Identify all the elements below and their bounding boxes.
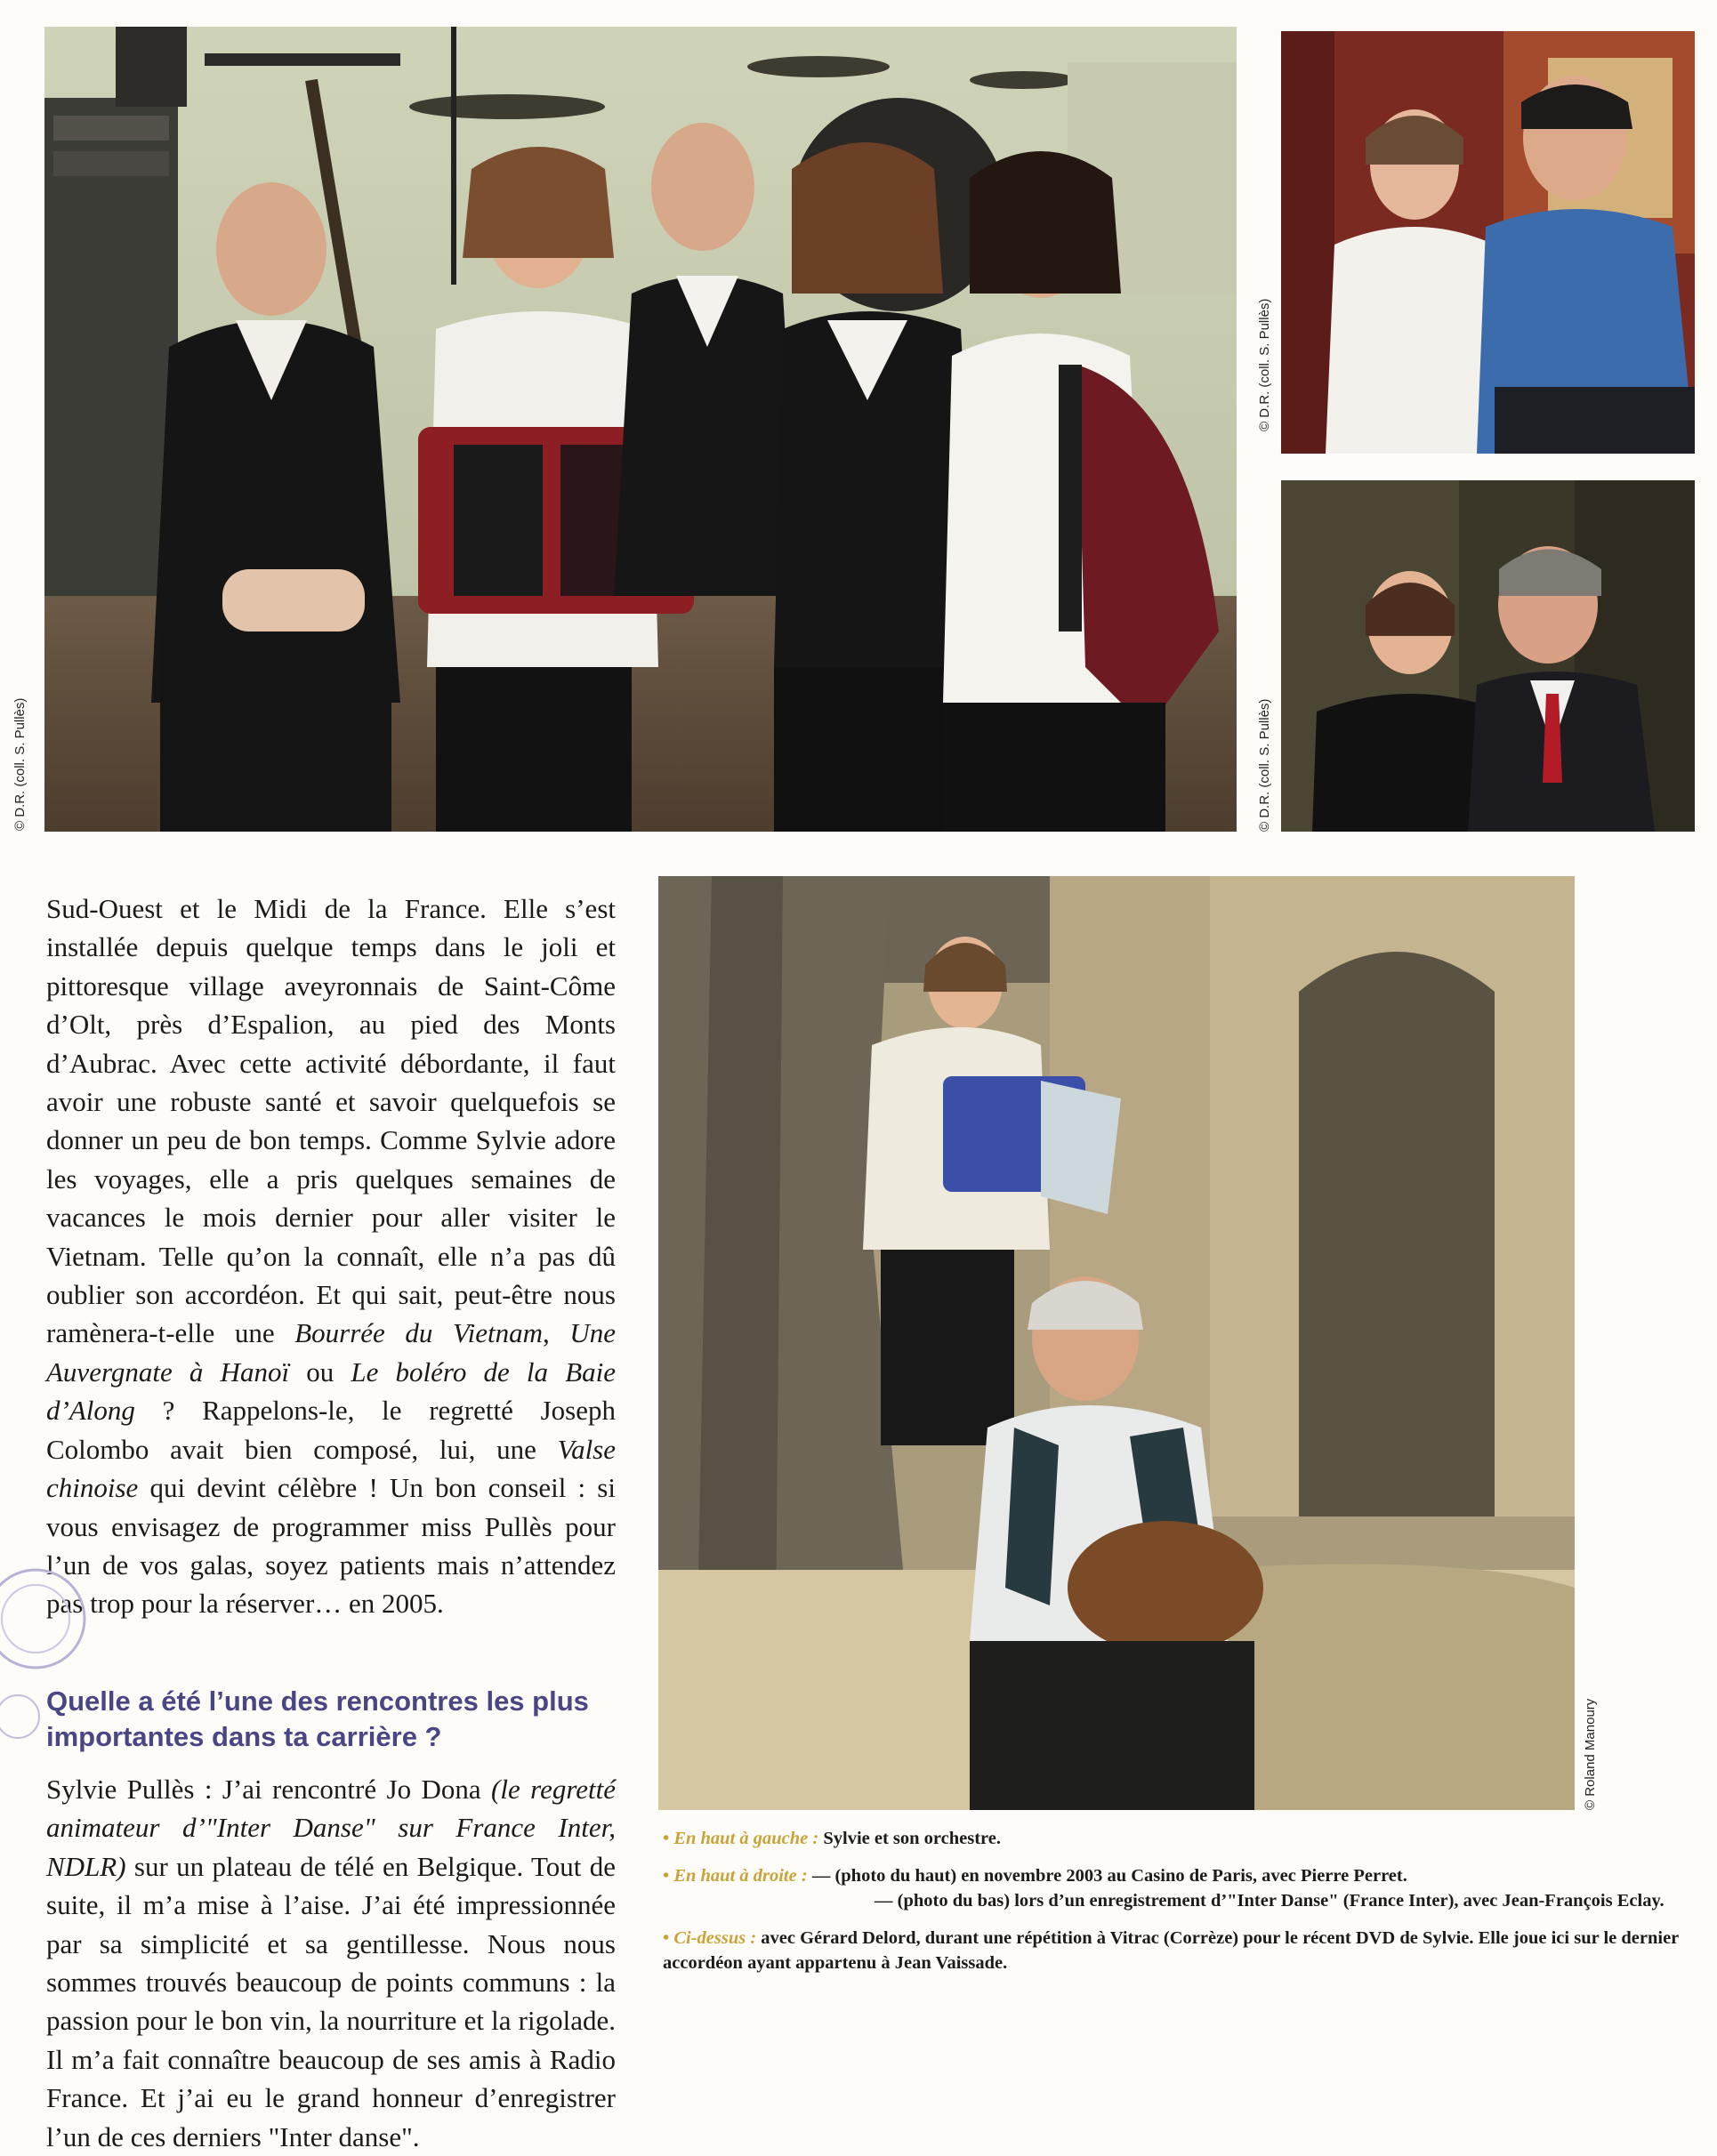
article-text: qui devint célèbre ! Un bon conseil : si vous envisagez de programmer miss Pullès pour l’un de vos galas, soyez patients mais n’attendez pas trop pour la réserver… en 2005.: [46, 1472, 616, 1620]
photo-pierre-perret: [1281, 31, 1695, 454]
separator: ou: [289, 1356, 351, 1388]
caption-lead: En haut à droite :: [673, 1866, 808, 1886]
article-paragraph-1: [46, 889, 616, 1623]
song-title: Bourrée du Vietnam: [294, 1317, 543, 1349]
caption-text: avec Gérard Delord, durant une répétition à Vitrac (Corrèze) pour le récent DVD de Sylvie. Elle joue ici sur le dernier accordéon ayant appartenu à Jean Vaissade.: [663, 1928, 1679, 1973]
bullet-icon: •: [663, 1829, 670, 1848]
answer-text: Sylvie Pullès : J’ai rencontré Jo Dona: [46, 1774, 492, 1805]
photo-credit-top-right: © D.R. (coll. S. Pullès): [1257, 298, 1272, 431]
photo-jean-francois-eclay: [1281, 480, 1695, 832]
caption-text: — (photo du haut) en novembre 2003 au Casino de Paris, avec Pierre Perret.: [807, 1866, 1407, 1886]
interview-question: Quelle a été l’une des rencontres les plus importantes dans ta carrière ?: [46, 1685, 589, 1752]
photo-gerard-delord: [658, 876, 1575, 1810]
answer-text: sur un plateau de télé en Belgique. Tout de suite, il m’a mise à l’aise. J’ai été impressionnée par sa simplicité et sa gentillesse. Nous nous sommes trouvés beaucoup de points communs : la passion pour le bon vin, la nourriture et la rigolade. Il m’a fait connaître beaucoup de ses amis à Radio France. Et j’ai eu le grand honneur d’enregistrer l’un de ces derniers "Inter danse".: [46, 1850, 616, 2152]
caption-above: [663, 1926, 1695, 1975]
article-text: Sud-Ouest et le Midi de la France. Elle s’est installée depuis quelque temps dans le joli et pittoresque village aveyronnais de Saint-Côme d’Olt, près d’Espalion, au pied des Monts d’Aubrac. Avec cette activité débordante, il faut avoir une robuste santé et savoir quelquefois se donner un peu de bon temps. Comme Sylvie adore les voyages, elle a pris quelques semaines de vacances le mois dernier pour aller visiter le Vietnam. Telle qu’on la connaît, elle n’a pas dû oublier son accordéon. Et qui sait, peut-être nous ramènera-t-elle une: [46, 893, 616, 1349]
caption-lead: En haut à gauche :: [673, 1829, 819, 1848]
photo-credit-bottom: © Roland Manoury: [1583, 1698, 1598, 1810]
song-title: Valse chinoise: [46, 1433, 616, 1504]
bullet-icon: •: [663, 1928, 670, 1948]
interview-answer: [46, 1770, 616, 2156]
separator: ,: [543, 1317, 570, 1349]
bullet-icon: •: [663, 1866, 670, 1886]
caption-top-left: [663, 1826, 1695, 1851]
caption-text: Sylvie et son orchestre.: [818, 1829, 1001, 1848]
song-title: Une Auvergnate à Hanoï: [46, 1317, 616, 1388]
band-photo: [44, 27, 1237, 832]
photo-credit-main: © D.R. (coll. S. Pullès): [12, 697, 28, 831]
answer-note: (le regretté animateur d’"Inter Danse" sur France Inter, NDLR): [46, 1774, 616, 1882]
caption-top-right: [663, 1863, 1695, 1913]
caption-text: — (photo du bas) lors d’un enregistrement d’"Inter Danse" (France Inter), avec Jean-François Eclay.: [875, 1891, 1665, 1911]
caption-lead: Ci-dessus :: [673, 1928, 757, 1948]
photo-captions: [663, 1826, 1695, 1983]
song-title: Le boléro de la Baie d’Along: [46, 1356, 616, 1427]
photo-credit-mid-right: © D.R. (coll. S. Pullès): [1257, 698, 1272, 832]
article-text: ? Rappelons-le, le regretté Joseph Colombo avait bien composé, lui, une: [46, 1395, 616, 1465]
